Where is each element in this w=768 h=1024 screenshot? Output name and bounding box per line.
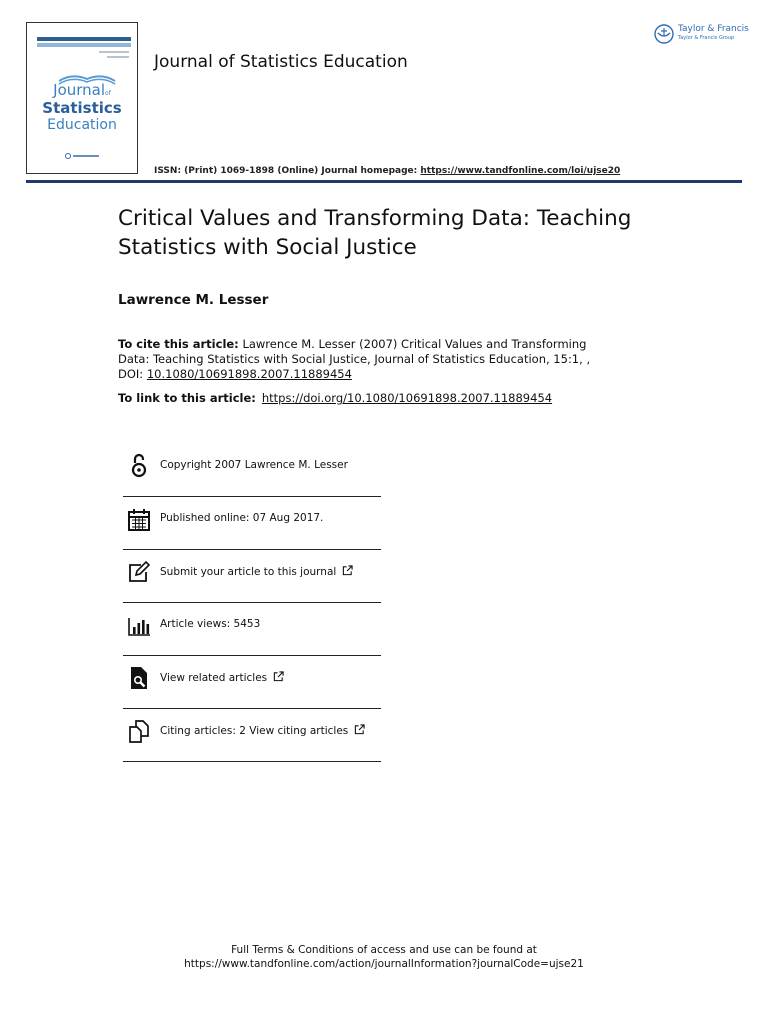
meta-related-link[interactable] — [160, 671, 284, 684]
cover-small-text-line — [99, 51, 129, 53]
cover-small-text-line — [107, 56, 129, 58]
publisher-name: Taylor & Francis — [678, 24, 749, 34]
header-divider — [26, 180, 742, 183]
meta-related[interactable] — [123, 656, 381, 709]
meta-published-label: Published online: 07 Aug 2017. — [160, 512, 324, 524]
cite-label: To cite this article: — [118, 337, 239, 351]
meta-submit-label: Submit your article to this journal — [160, 566, 337, 578]
cover-title-line3: Education — [47, 117, 117, 133]
meta-citing[interactable] — [123, 709, 381, 762]
cover-publisher-logo — [65, 153, 101, 159]
bar-chart-icon — [127, 612, 151, 638]
publisher-logo[interactable] — [654, 22, 749, 46]
search-document-icon — [127, 665, 151, 691]
external-link-icon — [342, 565, 353, 576]
meta-related-label: View related articles — [160, 672, 268, 684]
issn-text: ISSN: (Print) 1069-1898 (Online) Journal homepage: — [154, 166, 421, 176]
calendar-icon — [127, 506, 151, 532]
edit-icon — [127, 559, 151, 585]
taylor-francis-logo-icon — [654, 24, 674, 44]
meta-published — [123, 497, 381, 550]
article-author: Lawrence M. Lesser — [118, 292, 269, 308]
link-label: To link to this article: — [118, 391, 256, 405]
journal-cover-thumbnail[interactable] — [26, 22, 138, 174]
external-link-icon — [354, 724, 365, 735]
meta-views — [123, 603, 381, 656]
external-link-icon — [273, 671, 284, 682]
open-access-icon — [127, 453, 151, 479]
meta-citing-label: Citing articles: 2 View citing articles — [160, 725, 349, 737]
terms-footer — [0, 943, 768, 971]
article-title: Critical Values and Transforming Data: Teaching Statistics with Social Justice — [118, 206, 632, 260]
cite-doi-link[interactable]: 10.1080/10691898.2007.11889454 — [146, 367, 352, 381]
cover-title-line2: Statistics — [42, 99, 122, 117]
issn-line — [154, 166, 620, 176]
article-doi-link[interactable]: https://doi.org/10.1080/10691898.2007.11889454 — [261, 391, 553, 405]
meta-submit[interactable] — [123, 550, 381, 603]
cover-stripe — [37, 37, 131, 41]
journal-title: Journal of Statistics Education — [154, 52, 408, 72]
citation-block — [118, 337, 618, 382]
publisher-subname: Taylor & Francis Group — [678, 35, 735, 41]
cover-title-line1: Journalof — [53, 81, 111, 99]
meta-copyright — [123, 444, 381, 497]
meta-citing-link[interactable] — [160, 724, 365, 737]
journal-homepage-link[interactable]: https://www.tandfonline.com/loi/ujse20 — [420, 166, 621, 176]
cover-stripe-light — [37, 43, 131, 47]
meta-copyright-label: Copyright 2007 Lawrence M. Lesser — [160, 459, 348, 471]
meta-submit-link[interactable] — [160, 565, 353, 578]
citing-articles-icon — [127, 718, 151, 744]
footer-line1: Full Terms & Conditions of access and use can be found at — [231, 944, 537, 956]
meta-views-label: Article views: 5453 — [160, 618, 261, 630]
footer-terms-link[interactable]: https://www.tandfonline.com/action/journalInformation?journalCode=ujse21 — [184, 958, 584, 970]
article-metadata-list — [123, 444, 381, 762]
article-link-line — [118, 391, 552, 405]
cite-text: Lawrence M. Lesser (2007) Critical Values and Transforming Data: Teaching Statistics with Social Justice, Journal of Statistics Education, 15:1, , DOI: — [118, 337, 591, 381]
